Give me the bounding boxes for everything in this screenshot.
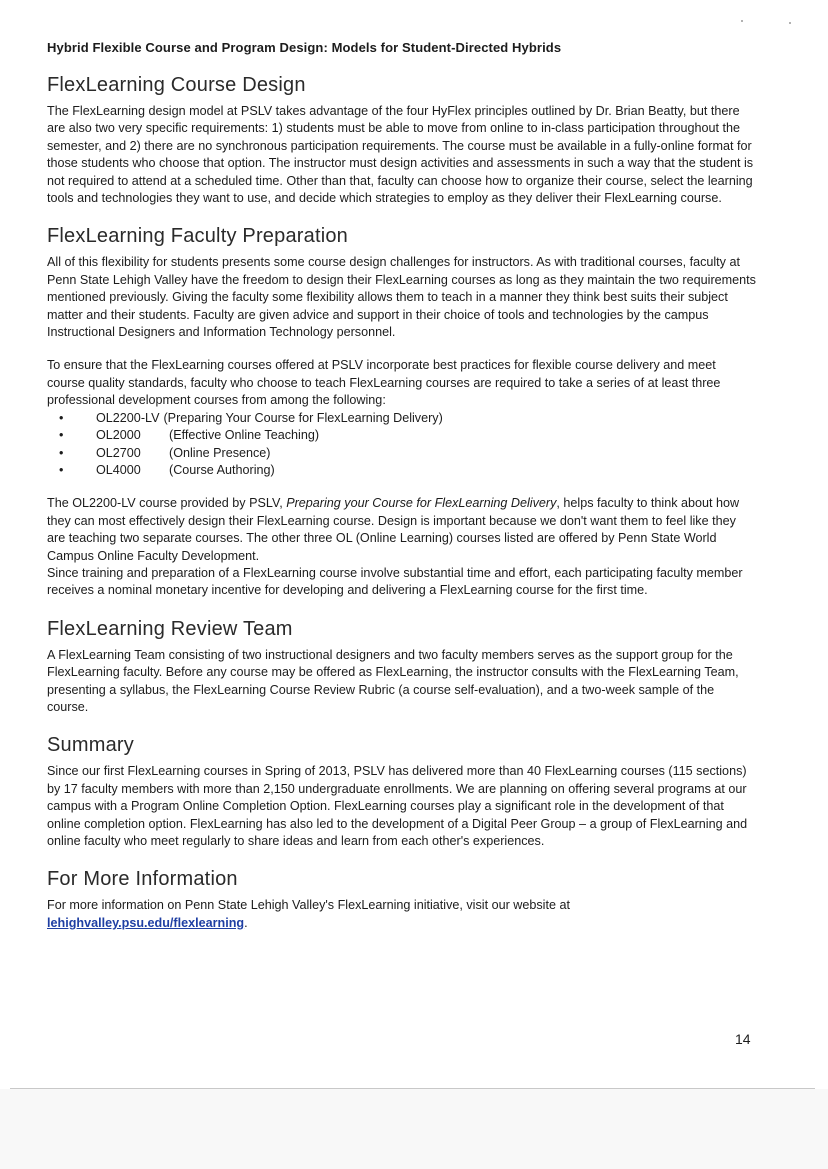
paragraph-text: , helps faculty to think about how they can most effectively design their FlexLearning course. Design is important because we don't want them to feel like they are teaching two separate courses. The other three OL (Online Learning) courses listed are offered by Penn State World Campus Online Faculty Development.	[47, 496, 740, 563]
list-item	[59, 410, 757, 427]
paragraph: A FlexLearning Team consisting of two instructional designers and two faculty members serves as the support group for the FlexLearning faculty. Before any course may be offered as FlexLearning, the instructor consults with the FlexLearning Team, presenting a syllabus, the FlexLearning Course Review Rubric (a course self-evaluation), and a two-week sample of the course.	[47, 647, 739, 714]
paragraph: Since training and preparation of a FlexLearning course involve substantial time and effort, each participating faculty member receives a nominal monetary incentive for developing and delivering a FlexLearning course for the first time.	[47, 565, 743, 598]
paragraph	[47, 495, 757, 565]
course-code: OL4000	[96, 462, 141, 477]
page-number: 14	[735, 1031, 751, 1047]
list-item	[59, 445, 757, 462]
running-head: Hybrid Flexible Course and Program Design: Models for Student-Directed Hybrids	[47, 40, 562, 55]
bullet-icon: •	[59, 410, 64, 425]
course-title-italic: Preparing your Course for FlexLearning Delivery	[286, 496, 557, 511]
section-review-team	[47, 618, 757, 717]
course-title: (Preparing Your Course for FlexLearning Delivery)	[163, 410, 443, 425]
section-heading: For More Information	[47, 868, 238, 891]
course-list	[47, 410, 757, 480]
website-link[interactable]: lehighvalley.psu.edu/flexlearning	[47, 915, 245, 930]
paragraph: All of this flexibility for students presents some course design challenges for instructors. As with traditional courses, faculty at Penn State Lehigh Valley have the freedom to design their FlexLearning courses as long as they maintain the two requirements mentioned previously. Giving the faculty some flexibility allows them to teach in a manner they think best suits their subject matter and their students. Faculty are given advice and support in their choice of tools and technologies by the campus Instructional Designers and Information Technology personnel.	[47, 255, 756, 340]
bullet-icon: •	[59, 445, 64, 460]
bullet-icon: •	[59, 462, 64, 477]
section-heading: FlexLearning Course Design	[47, 74, 306, 96]
paragraph	[47, 915, 757, 932]
course-title: (Course Authoring)	[169, 462, 275, 477]
paragraph: The FlexLearning design model at PSLV takes advantage of the four HyFlex principles outlined by Dr. Brian Beatty, but there are also two very specific requirements: 1) students must be able to move from online to in-class participation throughout the semester, and 2) there are no synchronous participation requirements. The course must be available in a fully-online format for those students who choose that option. The instructor must design activities and assessments in such a way that the student is not required to attend at a scheduled time. Other than that, faculty can choose how to organize their course, select the learning tools and technologies they want to use, and decide which strategies to employ as they deliver their FlexLearning course.	[47, 104, 754, 206]
course-title: (Effective Online Teaching)	[169, 428, 320, 443]
section-heading: FlexLearning Review Team	[47, 617, 293, 640]
paragraph-text: The OL2200-LV course provided by PSLV,	[47, 496, 287, 511]
bullet-icon: •	[59, 428, 64, 443]
course-title: (Online Presence)	[169, 445, 271, 460]
course-code: OL2700	[96, 445, 141, 460]
section-summary	[47, 734, 757, 850]
course-code: OL2000	[96, 428, 141, 443]
list-item	[59, 462, 757, 479]
document-body	[47, 74, 757, 950]
scan-speck	[789, 22, 791, 24]
section-more-information	[47, 868, 757, 932]
list-item	[59, 427, 757, 444]
section-course-design	[47, 74, 757, 207]
section-heading: Summary	[47, 734, 134, 757]
paragraph: Since our first FlexLearning courses in Spring of 2013, PSLV has delivered more than 40 FlexLearning courses (115 sections) by 17 faculty members with more than 2,150 undergraduate enrollments. We are planning on offering several programs at our campus with a Program Online Completion Option. FlexLearning courses play a significant role in the development of that online completion option. FlexLearning has also led to the development of a Digital Peer Group – a group of FlexLearning and online faculty who meet regularly to share ideas and learn from each other's experiences.	[47, 764, 748, 848]
paragraph: To ensure that the FlexLearning courses offered at PSLV incorporate best practices for flexible course delivery and meet course quality standards, faculty who choose to teach FlexLearning courses are required to take a series of at least three professional development courses from among the following:	[47, 358, 721, 408]
section-faculty-preparation	[47, 225, 757, 599]
scan-margin	[0, 1089, 828, 1169]
punctuation: .	[244, 915, 248, 930]
scan-speck	[741, 20, 743, 22]
paragraph: For more information on Penn State Lehigh Valley's FlexLearning initiative, visit our website at	[47, 898, 570, 913]
course-code: OL2200-LV	[96, 410, 160, 425]
section-heading: FlexLearning Faculty Preparation	[47, 225, 348, 248]
